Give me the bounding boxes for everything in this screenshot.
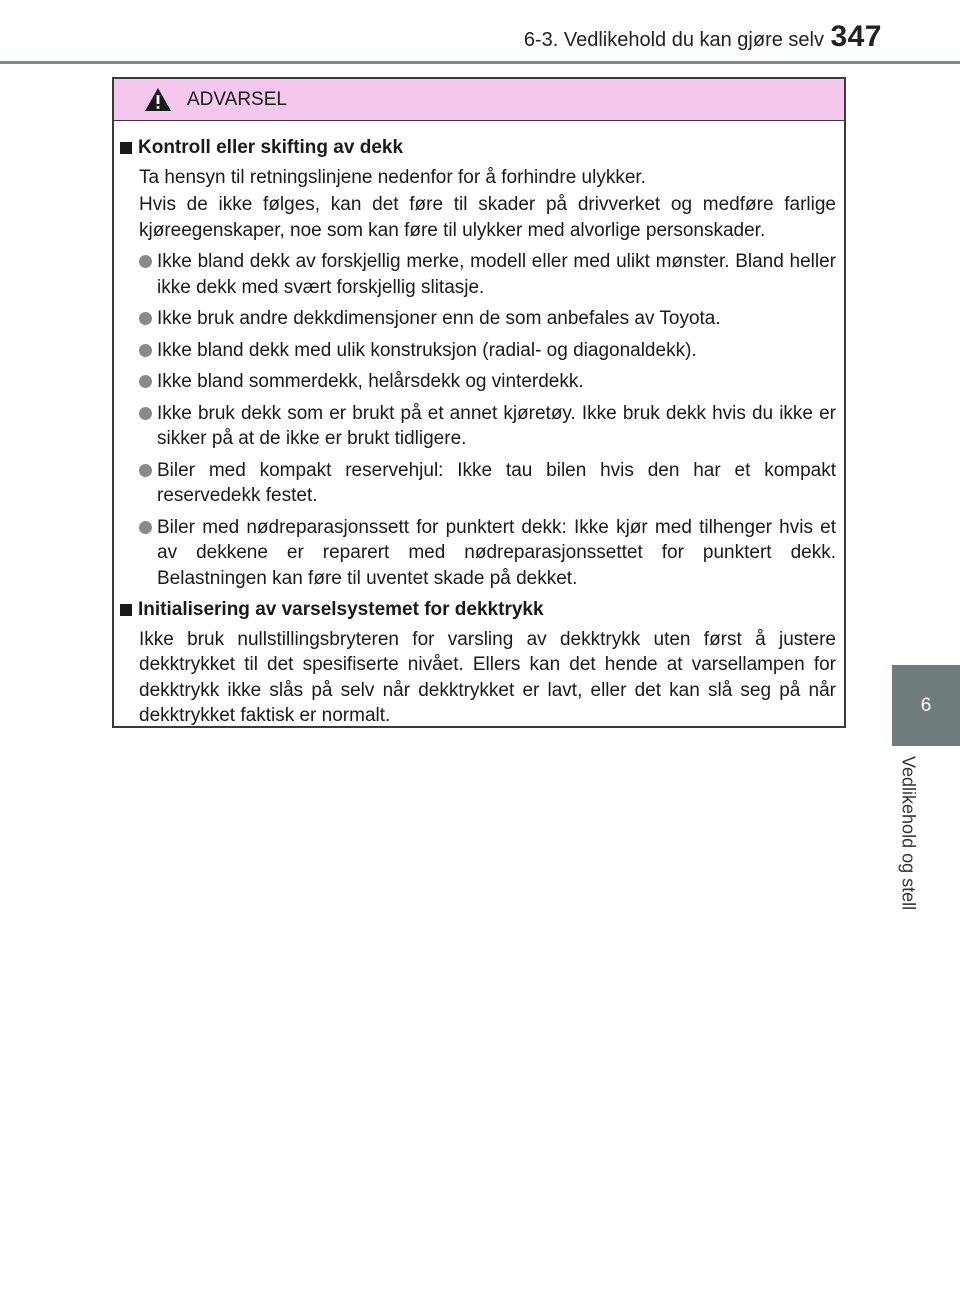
- list-item-text: Ikke bruk dekk som er brukt på et annet kjøretøy. Ikke bruk dekk hvis du ikke er sikker på at de ikke er brukt tidligere.: [157, 402, 836, 449]
- warning-box: [112, 77, 846, 728]
- header-rule: [0, 61, 960, 64]
- page-header: [0, 0, 960, 64]
- section-heading: [120, 135, 836, 161]
- list-item-text: Ikke bland dekk av forskjellig merke, modell eller med ulikt mønster. Bland heller ikke dekk med svært forskjellig slitasje.: [157, 251, 836, 298]
- warning-body: [114, 121, 844, 729]
- chapter-number: 6: [920, 694, 932, 716]
- circle-bullet-icon: [139, 312, 152, 325]
- list-item: [139, 249, 836, 300]
- circle-bullet-icon: [139, 464, 152, 477]
- chapter-side-label: [880, 756, 936, 936]
- chapter-tab: [892, 665, 960, 746]
- list-item: [139, 458, 836, 509]
- paragraph: Hvis de ikke følges, kan det føre til skader på drivverket og medføre farlige kjøreegenskaper, noe som kan føre til ulykker med alvorlige personskader.: [139, 194, 836, 241]
- list-item: [139, 515, 836, 592]
- square-bullet-icon: [120, 142, 132, 154]
- section-title: 6-3. Vedlikehold du kan gjøre selv: [523, 29, 824, 51]
- list-item: [139, 369, 836, 395]
- warning-triangle-icon: [144, 87, 172, 112]
- circle-bullet-icon: [139, 407, 152, 420]
- page-number: 347: [830, 20, 882, 53]
- paragraph: Ta hensyn til retningslinjene nedenfor for å forhindre ulykker.: [139, 166, 646, 188]
- circle-bullet-icon: [139, 521, 152, 534]
- list-item: [139, 338, 836, 364]
- section-heading-text: Kontroll eller skifting av dekk: [138, 137, 404, 158]
- square-bullet-icon: [120, 604, 132, 616]
- list-item: [139, 306, 836, 332]
- list-item-text: Biler med nødreparasjonssett for punktert dekk: Ikke kjør med tilhenger hvis et av dekkene er reparert med nødreparasjonssettet for punktert dekk. Belastningen kan føre til uventet skade på dekket.: [157, 516, 836, 589]
- list-item: [139, 401, 836, 452]
- list-item-text: Ikke bland dekk med ulik konstruksjon (radial- og diagonaldekk).: [157, 339, 697, 361]
- section-heading-text: Initialisering av varselsystemet for dekktrykk: [138, 599, 544, 620]
- chapter-title: Vedlikehold og stell: [898, 756, 919, 911]
- paragraph: Ikke bruk nullstillingsbryteren for varsling av dekktrykk uten først å justere dekktrykket til det spesifiserte nivået. Ellers kan det hende at varsellampen for dekktrykk ikke slås på selv når dekktrykket er lavt, eller det kan slå seg på når dekktrykket faktisk er normalt.: [139, 628, 836, 726]
- list-item-text: Biler med kompakt reservehjul: Ikke tau bilen hvis den har et kompakt reservedekk festet.: [157, 459, 836, 506]
- circle-bullet-icon: [139, 375, 152, 388]
- section-heading: [120, 597, 836, 623]
- warning-header: [114, 79, 844, 121]
- warning-label: ADVARSEL: [187, 88, 287, 110]
- circle-bullet-icon: [139, 344, 152, 357]
- circle-bullet-icon: [139, 255, 152, 268]
- list-item-text: Ikke bland sommerdekk, helårsdekk og vinterdekk.: [157, 371, 584, 392]
- list-item-text: Ikke bruk andre dekkdimensjoner enn de som anbefales av Toyota.: [157, 308, 721, 329]
